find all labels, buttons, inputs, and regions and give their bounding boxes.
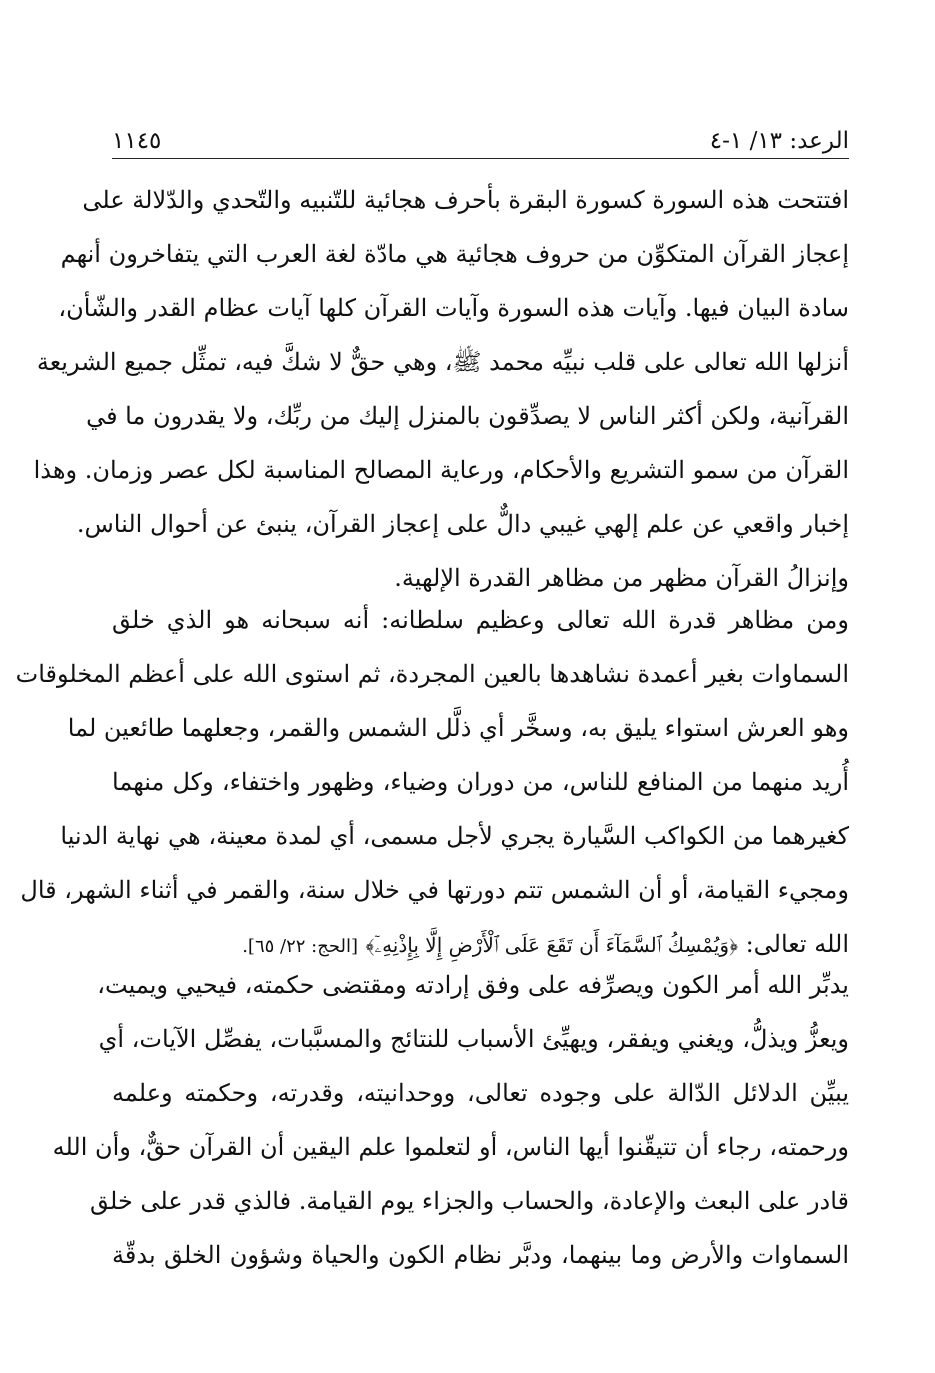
text-line: أُريد منهما من المنافع للناس، من دوران وضياء، وظهور واختفاء، وكل منهما	[112, 768, 849, 796]
verse-citation: [الحج: ٢٢/ ٦٥].	[242, 936, 358, 957]
text-line: السماوات والأرض وما بينهما، ودبَّر نظام الكون والحياة وشؤون الخلق بدقّة	[112, 1241, 849, 1269]
page-header	[112, 114, 849, 154]
header-divider	[112, 158, 849, 159]
text-line: كغيرهما من الكواكب السَّيارة يجري لأجل مسمى، أي لمدة معينة، هي نهاية الدنيا	[60, 822, 849, 850]
paragraph-3	[52, 958, 849, 1282]
text-line: ورحمته، رجاء أن تتيقّنوا أيها الناس، أو لتعلموا علم اليقين أن القرآن حقٌّ، وأن الله	[52, 1133, 849, 1161]
text-line: وإنزالُ القرآن مظهر من مظاهر القدرة الإلهية.	[394, 564, 849, 592]
paragraph-2	[15, 593, 849, 971]
text-line: افتتحت هذه السورة كسورة البقرة بأحرف هجائية للتّنبيه والتّحدي والدّلالة على	[82, 186, 849, 214]
text-line: ومن مظاهر قدرة الله تعالى وعظيم سلطانه: أنه سبحانه هو الذي خلق	[112, 606, 849, 634]
text-line: ويعزُّ ويذلُّ، ويغني ويفقر، ويهيِّئ الأسباب للنتائج والمسبَّبات، يفصِّل الآيات، أي	[98, 1025, 849, 1053]
text-line: إخبار واقعي عن علم إلهي غيبي دالٌّ على إعجاز القرآن، ينبئ عن أحوال الناس.	[76, 510, 849, 538]
text-line: يدبِّر الله أمر الكون ويصرِّفه على وفق إرادته ومقتضى حكمته، فيحيي ويميت،	[97, 971, 849, 999]
text-line: السماوات بغير أعمدة نشاهدها بالعين المجردة، ثم استوى الله على أعظم المخلوقات	[15, 660, 849, 688]
text-line: يبيِّن الدلائل الدّالة على وجوده تعالى، ووحدانيته، وقدرته، وحكمته وعلمه	[112, 1079, 849, 1107]
text-line: القرآنية، ولكن أكثر الناس لا يصدِّقون بالمنزل إليك من ربِّك، ولا يقدرون ما في	[86, 402, 849, 430]
text-line: وهو العرش استواء يليق به، وسخَّر أي ذلَّل الشمس والقمر، وجعلهما طائعين لما	[67, 714, 849, 742]
text-line: قادر على البعث والإعادة، والحساب والجزاء يوم القيامة. فالذي قدر على خلق	[89, 1187, 849, 1215]
verse-lead: الله تعالى:	[745, 930, 849, 958]
text-line: القرآن من سمو التشريع والأحكام، ورعاية المصالح المناسبة لكل عصر وزمان. وهذا	[33, 456, 849, 484]
page-number: ١١٤٥	[112, 128, 162, 154]
paragraph-1	[33, 173, 849, 605]
quran-verse: ﴿وَيُمْسِكُ ٱلسَّمَآءَ أَن تَقَعَ عَلَى ٱلْأَرْضِ إِلَّا بِإِذْنِهِۦٓ﴾	[365, 933, 738, 957]
text-line: أنزلها الله تعالى على قلب نبيِّه محمد ﷺ، وهي حقٌّ لا شكَّ فيه، تمثِّل جميع الشريعة	[36, 348, 849, 376]
text-line: سادة البيان فيها. وآيات هذه السورة وآيات القرآن كلها آيات عظام القدر والشّأن،	[58, 294, 849, 322]
surah-reference: الرعد: ١٣/ ١-٤	[709, 128, 849, 154]
text-line: ومجيء القيامة، أو أن الشمس تتم دورتها في خلال سنة، والقمر في أثناء الشهر، قال	[20, 876, 849, 904]
text-line: إعجاز القرآن المتكوِّن من حروف هجائية هي مادّة لغة العرب التي يتفاخرون أنهم	[60, 240, 849, 268]
